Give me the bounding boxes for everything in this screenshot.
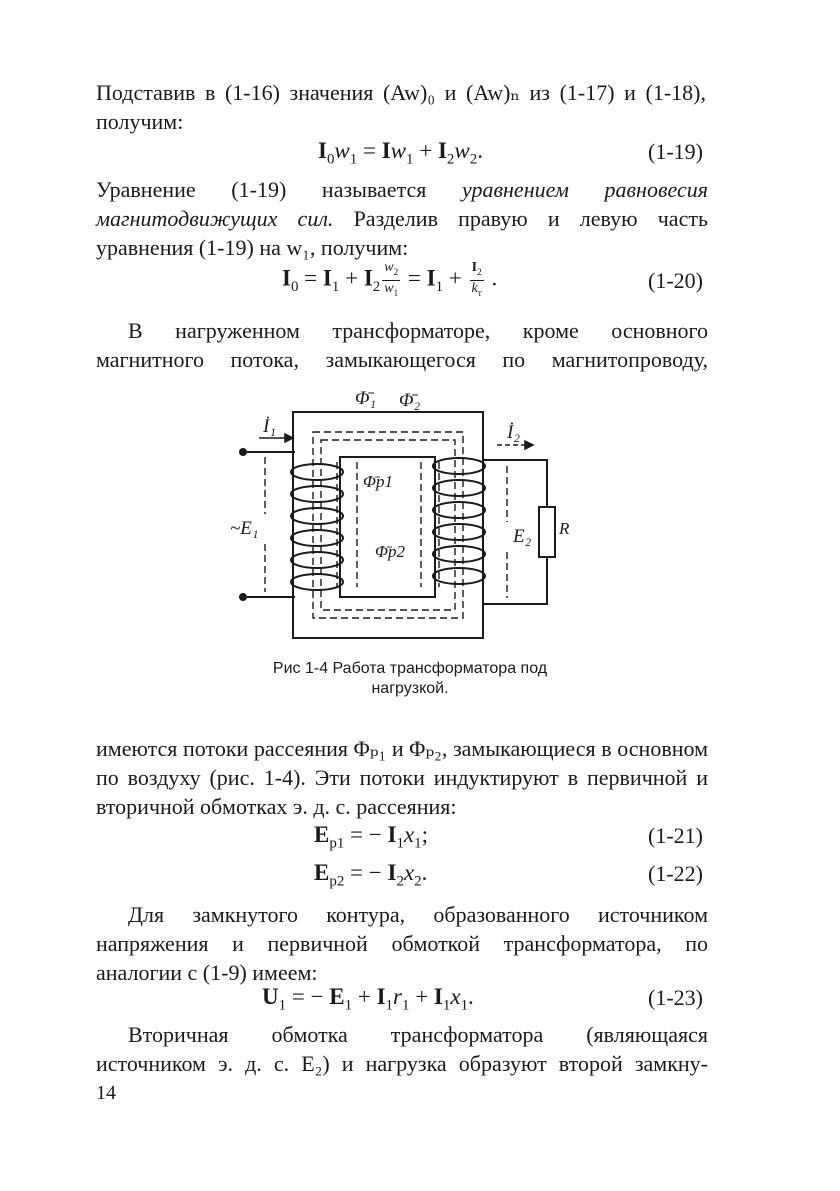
equation-1-23: $U_1$ = − $E_1 + I_1r_1 + I_1x_1$. [262, 984, 474, 1014]
figure-caption [230, 659, 590, 699]
paragraph-intro: Подставив в (1-16) значения (Aw)₀ и (Aw)ₙ из (1-17) и (1-18), получим: [96, 80, 706, 134]
transformer-figure [225, 382, 570, 644]
paragraph-leakage-flux: имеются потоки рассеяния Φₚ₁ и Φₚ₂, замыкающиеся в основном по воздуху (рис. 1-4). Эти потоки индуктируют в первичной и вторичной обмотках э. д. с. рассеяния: [96, 736, 708, 819]
equation-number: (1-19) [648, 139, 703, 164]
flux-label-phi2: Φ̄₂ [399, 390, 421, 411]
paragraph-secondary-circuit: Вторичная обмотка трансформатора (являющаяся источником э. д. с. E₂) и нагрузка образуют второй замкну- [96, 1022, 708, 1076]
equation-number: (1-22) [648, 861, 703, 886]
paragraph-text: Уравнение (1-19) называется [96, 177, 462, 202]
emphasized-term: уравнением равновесия магнитодвижущих сил. [96, 177, 708, 231]
equation-number: (1-21) [648, 823, 703, 848]
leakage-flux-label-p1: Φ̄p1 [363, 472, 393, 491]
emf-label-e1: ~E₁ [230, 518, 259, 539]
current-label-i2: İ₂ [507, 422, 520, 443]
paragraph-closed-circuit: Для замкнутого контура, образованного источником напряжения и первичной обмоткой трансформатора, по аналогии с (1-9) имеем: [96, 902, 708, 985]
paragraph-mmf-balance [96, 175, 708, 262]
current-label-i1: İ₁ [263, 416, 276, 437]
page-number: 14 [96, 1082, 116, 1104]
load-resistor [539, 507, 555, 557]
equation-1-20: $I_0 = I_1 + I_2$ $\frac{w_2}{w_1}$ = $I_1$ + $\frac{I_2}{k_т}$ . [282, 260, 498, 298]
equation-1-21: $E_{p1}$ = − $I_1x_1$; [314, 822, 428, 852]
flux-label-phi1: Φ̄₁ [355, 388, 377, 409]
emf-label-e2: E₂ [513, 526, 532, 547]
caption-line: нагрузкой. [371, 680, 449, 697]
equation-1-19: $I_0w_1 = Iw_1 + I_2w_2$. [318, 138, 483, 168]
equation-number: (1-23) [648, 985, 703, 1010]
resistor-label-r: R [559, 519, 570, 538]
paragraph-text: Разделив правую и левую часть уравнения (1-19) на w₁, получим: [96, 206, 708, 260]
equation-1-22: $E_{p2}$ = − $I_2x_2$. [314, 860, 428, 890]
leakage-flux-label-p2: Φ̄p2 [375, 542, 405, 561]
paragraph-loaded-transformer: В нагруженном трансформаторе, кроме основного магнитного потока, замыкающегося по магнитопроводу, [96, 318, 708, 372]
equation-number: (1-20) [648, 268, 703, 293]
caption-line: Рис 1-4 Работа трансформатора под [272, 660, 548, 677]
